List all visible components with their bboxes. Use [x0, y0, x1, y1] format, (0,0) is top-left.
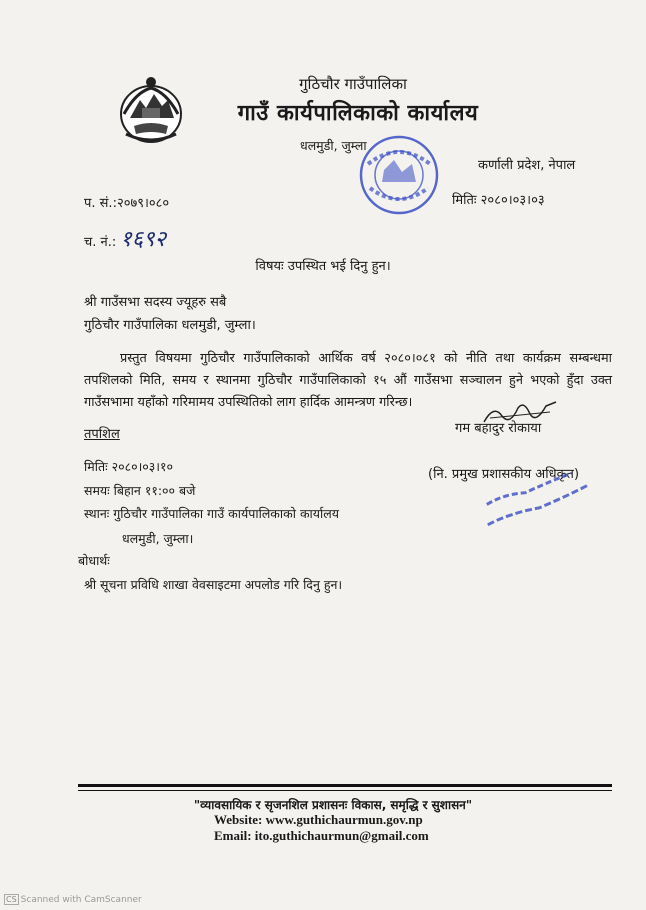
bodhartha-text: श्री सूचना प्रविधि शाखा वेवसाइटमा अपलोड गरि दिनु हुन।	[84, 577, 343, 592]
footer-email: Email: ito.guthichaurmun@gmail.com	[214, 828, 429, 843]
subject-line: विषयः उपस्थित भई दिनु हुन।	[255, 259, 391, 274]
signatory-name: गम बहादुर रोकाया	[455, 421, 542, 436]
details-place-2: धलमुडी, जुम्ला।	[122, 531, 194, 546]
details-place: स्थानः गुठिचौर गाउँपालिका गाउँ कार्यपालिकाको कार्यालय	[84, 506, 339, 521]
office-name: गाउँ कार्यपालिकाको कार्यालय	[237, 101, 479, 126]
addressee-line-2: गुठिचौर गाउँपालिका धलमुडी, जुम्ला।	[84, 318, 256, 333]
chalani-number	[84, 223, 166, 253]
camscanner-logo: CS	[6, 895, 17, 904]
chalani-handwritten-value: १६९२	[120, 227, 167, 252]
details-heading: तपशिल	[84, 427, 120, 442]
footer-divider-thick	[78, 784, 612, 787]
addressee-line-1: श्री गाउँसभा सदस्य ज्यूहरु सबै	[84, 295, 227, 310]
footer-website: Website: www.guthichaurmun.gov.np	[214, 812, 423, 827]
footer-divider-thin	[78, 790, 612, 791]
signatory-title: (नि. प्रमुख प्रशासकीय अधिकृत)	[428, 467, 580, 482]
chalani-label: च. नं.:	[84, 235, 117, 250]
details-time: समयः बिहान ११:०० बजे	[84, 483, 196, 498]
municipality-name: गुठिचौर गाउँपालिका	[299, 75, 407, 93]
round-stamp-icon	[354, 130, 444, 220]
office-location: धलमुडी, जुम्ला	[300, 138, 367, 153]
signature-stamp-icon	[478, 472, 598, 534]
footer-slogan: "व्यावसायिक र सृजनशिल प्रशासनः विकास, समृद्धि र सुशासन"	[193, 798, 473, 812]
bodhartha-label: बोधार्थः	[78, 553, 110, 568]
letter-body: प्रस्तुत विषयमा गुठिचौर गाउँपालिकाको आर्थिक वर्ष २०८०।०८१ को नीति तथा कार्यक्रम सम्बन्धमा तपशिलको मिति, समय र स्थानमा गुठिचौर गाउँपालिकाको १५ औं गाउँसभा सञ्चालन हुने भएको हुँदा उक्त गाउँसभामा यहाँको गरिमामय उपस्थितिको लाग हार्दिक आमन्त्रण गरिन्छ।	[84, 351, 612, 410]
details-date: मितिः २०८०।०३।१०	[84, 459, 174, 474]
patra-sankhya: प. सं.:२०७९।०८०	[84, 196, 170, 211]
scanner-watermark	[4, 894, 142, 905]
province: कर्णाली प्रदेश, नेपाल	[478, 158, 576, 173]
scanner-text: Scanned with CamScanner	[20, 895, 142, 905]
letter-date: मितिः २०८०।०३।०३	[452, 193, 545, 208]
